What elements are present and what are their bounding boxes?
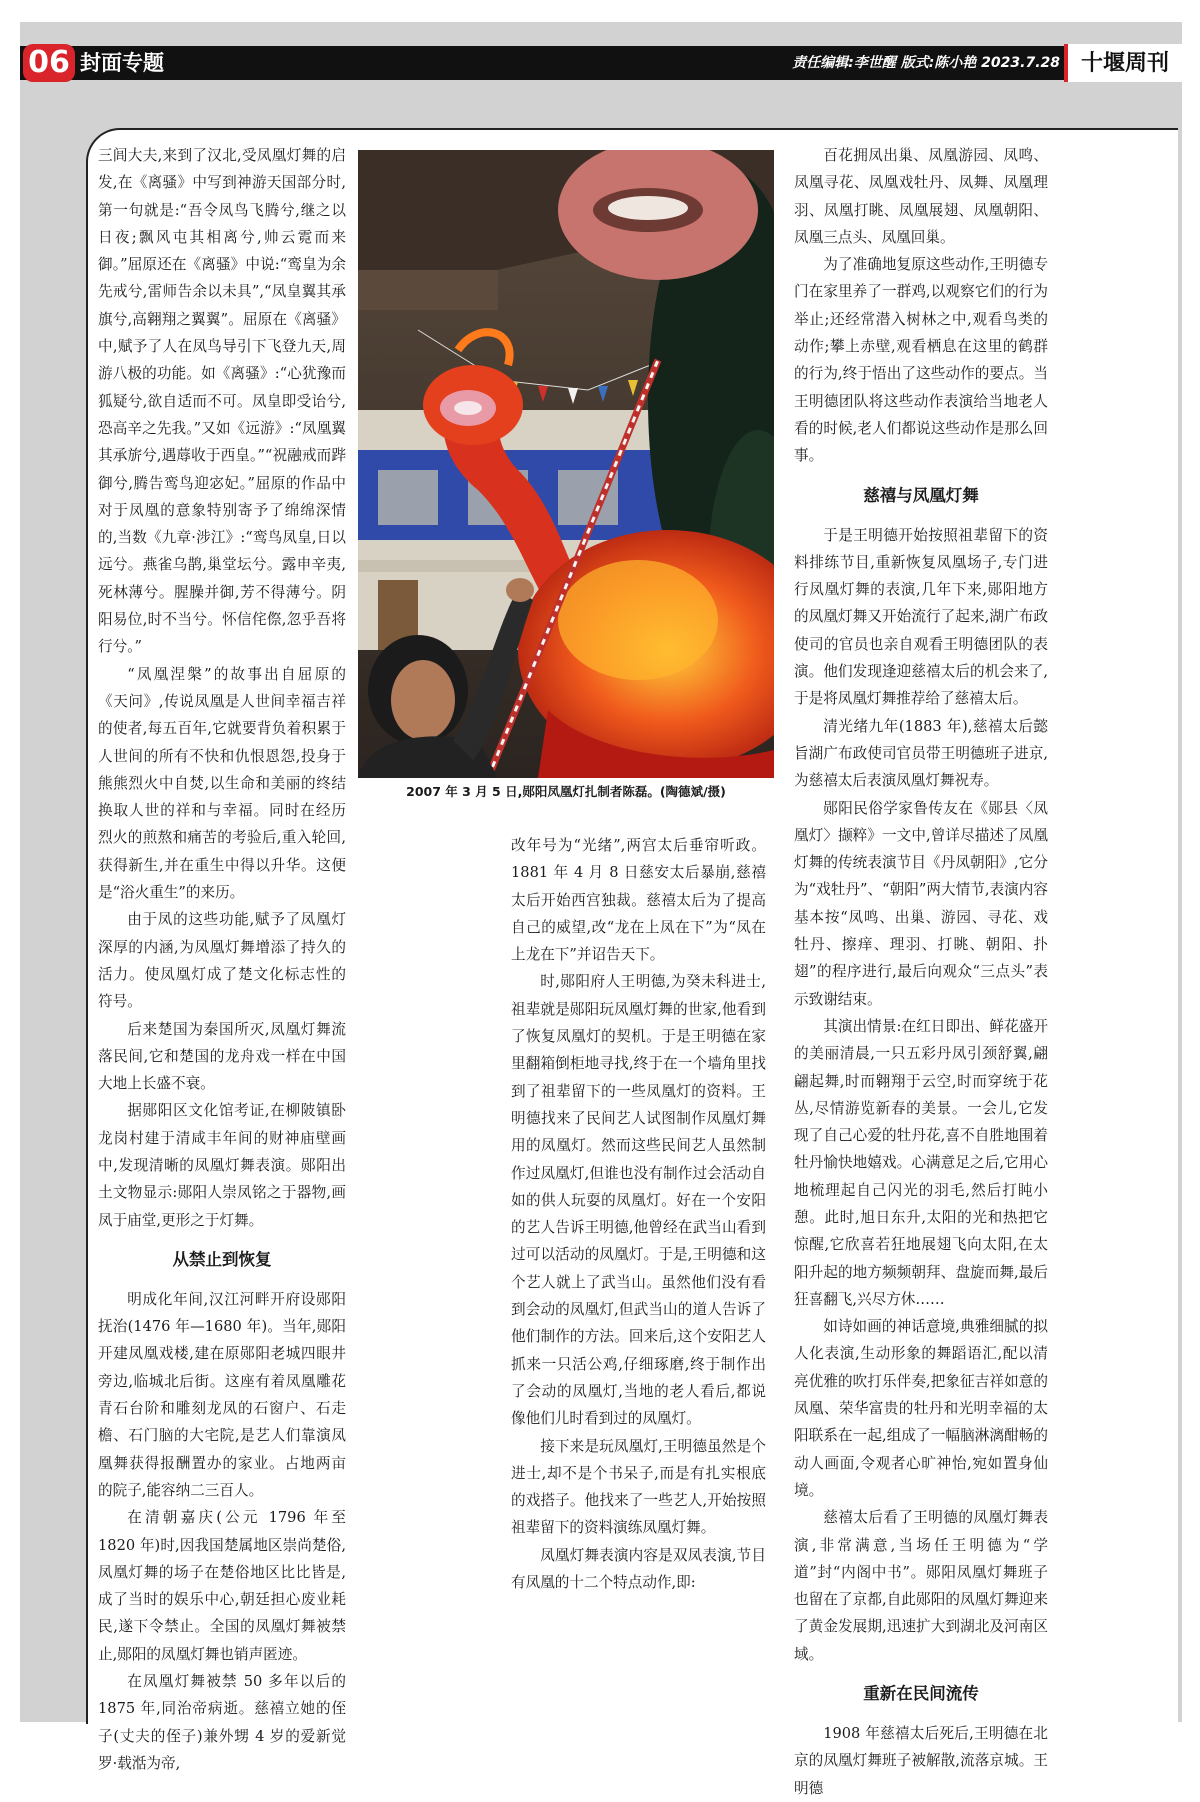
article-column-2: [511, 832, 766, 1596]
publication-logo: 十堰周刊: [1064, 44, 1182, 82]
section-title: 封面专题: [80, 51, 164, 75]
photo-caption: 2007 年 3 月 5 日,郧阳凤凰灯扎制者陈磊。(陶德斌/摄): [406, 784, 726, 799]
paragraph: 凤凰灯舞表演内容是双凤表演,节目有凤凰的十二个特点动作,即:: [511, 1546, 766, 1592]
paragraph: “凤凰涅槃”的故事出自屈原的《天问》,传说凤凰是人世间幸福吉祥的使者,每五百年,它就要背负着积累于人世间的所有不快和仇恨恩怨,投身于熊熊烈火中自焚,以生命和美丽的终结换取人世的祥和与幸福。同时在经历烈火的煎熬和痛苦的考验后,重入轮回,获得新生,并在重生中得以升华。这便是“浴火重生”的来历。: [98, 665, 346, 902]
section-heading: 慈禧与凤凰灯舞: [863, 485, 979, 505]
section-heading: 重新在民间流传: [863, 1684, 979, 1704]
paragraph: 百花拥凤出巢、凤凰游园、凤鸣、凤凰寻花、凤凰戏牡丹、凤舞、凤凰理羽、凤凰打眺、凤凰展翅、凤凰朝阳、凤凰三点头、凤凰回巢。: [794, 147, 1048, 246]
paragraph: 据郧阳区文化馆考证,在柳陂镇卧龙岗村建于清咸丰年间的财神庙壁画中,发现清晰的凤凰灯舞表演。郧阳出土文物显示:郧阳人崇凤铭之于器物,画凤于庙堂,更形之于灯舞。: [98, 1102, 346, 1229]
paragraph: 其演出情景:在红日即出、鲜花盛开的美丽清晨,一只五彩丹凤引颈舒翼,翩翩起舞,时而翱翔于云空,时而穿统于花丛,尽情游览新春的美景。一会儿,它发现了自己心爱的牡丹花,喜不自胜地围着牡丹愉快地嬉戏。心满意足之后,它用心地梳理起自己闪光的羽毛,然后打盹小憩。此时,旭日东升,太阳的光和热把它惊醒,它欣喜若狂地展翅飞向太阳,在太阳升起的地方频频朝拜、盘旋而舞,最后狂喜翻飞,兴尽方休……: [794, 1017, 1048, 1308]
paragraph: 1908 年慈禧太后死后,王明德在北京的凤凰灯舞班子被解散,流落京城。王明德: [794, 1725, 1048, 1797]
paragraph: 在清朝嘉庆(公元 1796 年至 1820 年)时,因我国楚属地区崇尚楚俗,凤凰灯舞的场子在楚俗地区比比皆是,成了当时的娱乐中心,朝廷担心废业耗民,遂下令禁止。全国的凤凰灯舞被禁止,郧阳的凤凰灯舞也销声匿迹。: [98, 1509, 346, 1663]
article-column-3: [794, 142, 1048, 1802]
paragraph: 改年号为“光绪”,两宫太后垂帘听政。1881 年 4 月 8 日慈安太后暴崩,慈禧太后开始西宫独裁。慈禧太后为了提高自己的威望,改“龙在上凤在下”为“凤在上龙在下”并诏告天下。: [511, 837, 766, 964]
page-number: 06: [23, 44, 75, 82]
paragraph: 慈禧太后看了王明德的凤凰灯舞表演,非常满意,当场任王明德为“学道”封“内阁中书”。郧阳凤凰灯舞班子也留在了京都,自此郧阳的凤凰灯舞迎来了黄金发展期,迅速扩大到湖北及河南区域。: [794, 1509, 1048, 1663]
paragraph: 清光绪九年(1883 年),慈禧太后懿旨湖广布政使司官员带王明德班子进京,为慈禧太后表演凤凰灯舞祝寿。: [794, 717, 1048, 790]
paragraph: 接下来是玩凤凰灯,王明德虽然是个进士,却不是个书呆子,而是有扎实根底的戏搭子。他找来了一些艺人,开始按照祖辈留下的资料演练凤凰灯舞。: [511, 1437, 766, 1537]
paragraph: 如诗如画的神话意境,典雅细腻的拟人化表演,生动形象的舞蹈语汇,配以清亮优雅的吹打乐伴奏,把象征吉祥如意的凤凰、荣华富贵的牡丹和光明幸福的太阳联系在一起,组成了一幅脑淋漓酣畅的动人画面,令观者心旷神怡,宛如置身仙境。: [794, 1318, 1048, 1499]
paragraph: 为了准确地复原这些动作,王明德专门在家里养了一群鸡,以观察它们的行为举止;还经常潜入树林之中,观看鸟类的动作;攀上赤壁,观看栖息在这里的鹤群的行为,终于悟出了这些动作的要点。当王明德团队将这些动作表演给当地老人看的时候,老人们都说这些动作是那么回事。: [794, 256, 1048, 465]
section-heading: 从禁止到恢复: [172, 1249, 272, 1269]
paragraph: 由于凤的这些功能,赋予了凤凰灯深厚的内涵,为凤凰灯舞增添了持久的活力。使凤凰灯成了楚文化标志性的符号。: [98, 911, 346, 1011]
paragraph: 于是王明德开始按照祖辈留下的资料排练节目,重新恢复凤凰场子,专门进行凤凰灯舞的表演,几年下来,郧阳地方的凤凰灯舞又开始流行了起来,湖广布政使司的官员也亲自观看王明德团队的表演。他们发现逢迎慈禧太后的机会来了,于是将凤凰灯舞推荐给了慈禧太后。: [794, 526, 1048, 708]
paragraph: 三闾大夫,来到了汉北,受凤凰灯舞的启发,在《离骚》中写到神游天国部分时,第一句就是:“吾令凤鸟飞腾兮,继之以日夜;飘风屯其相离兮,帅云霓而来御。”屈原还在《离骚》中说:“鸾皇为余先戒兮,雷师告余以未具”,“凤皇翼其承旗兮,高翱翔之翼翼”。屈原在《离骚》中,赋予了人在凤鸟导引下飞登九天,周游八极的功能。如《离骚》:“心犹豫而狐疑兮,欲自适而不可。凤皇即受诒兮,恐高辛之先我。”又如《远游》:“凤凰翼其承旂兮,遇蓐收于西皇。”“祝融戒而跸御兮,腾告鸾鸟迎宓妃。”屈原的作品中对于凤凰的意象特别寄予了绵绵深情的,当数《九章·涉江》:“鸾鸟凤皇,日以远兮。燕雀乌鹊,巢堂坛兮。露申辛夷,死林薄兮。腥臊并御,芳不得薄兮。阴阳易位,时不当兮。怀信侘傺,忽乎吾将行兮。”: [98, 147, 346, 656]
paragraph: 明成化年间,汉江河畔开府设郧阳抚治(1476 年—1680 年)。当年,郧阳开建凤凰戏楼,建在原郧阳老城四眼井旁边,临城北后街。这座有着凤凰雕花青石台阶和雕刻龙凤的石窗户、石走檐、石门脑的大宅院,是艺人们靠演凤凰舞获得报酬置办的家业。占地两亩的院子,能容纳二三百人。: [98, 1290, 346, 1499]
phoenix-lantern-photo: [358, 150, 774, 778]
article-column-1: [98, 142, 346, 1777]
paragraph: 郧阳民俗学家鲁传友在《郧县〈凤凰灯〉撷粹》一文中,曾详尽描述了凤凰灯舞的传统表演节目《丹凤朝阳》,它分为“戏牡丹”、“朝阳”两大情节,表演内容基本按“凤鸣、出巢、游园、寻花、戏牡丹、擦痒、理羽、打眺、朝阳、扑翅”的程序进行,最后向观众“三点头”表示致谢结束。: [794, 799, 1048, 1008]
paragraph: 在凤凰灯舞被禁 50 多年以后的 1875 年,同治帝病逝。慈禧立她的侄子(丈夫的侄子)兼外甥 4 岁的爱新觉罗·载湉为帝,: [98, 1673, 346, 1772]
paragraph: 时,郧阳府人王明德,为癸未科进士,祖辈就是郧阳玩凤凰灯舞的世家,他看到了恢复凤凰灯的契机。于是王明德在家里翻箱倒柜地寻找,终于在一个墙角里找到了祖辈留下的一些凤凰灯的资料。王明德找来了民间艺人试图制作凤凰灯舞用的凤凰灯。然而这些民间艺人虽然制作过凤凰灯,但谁也没有制作过会活动自如的供人玩耍的凤凰灯。好在一个安阳的艺人告诉王明德,他曾经在武当山看到过可以活动的凤凰灯。于是,王明德和这个艺人就上了武当山。虽然他们没有看到会动的凤凰灯,但武当山的道人告诉了他们制作的方法。回来后,这个安阳艺人抓来一只活公鸡,仔细琢磨,终于制作出了会动的凤凰灯,当地的老人看后,都说像他们儿时看到过的凤凰灯。: [511, 973, 766, 1428]
editor-credits: 责任编辑:李世醒 版式:陈小艳 2023.7.28: [792, 55, 1060, 71]
paragraph: 后来楚国为秦国所灭,凤凰灯舞流落民间,它和楚国的龙舟戏一样在中国大地上长盛不衰。: [98, 1020, 346, 1093]
